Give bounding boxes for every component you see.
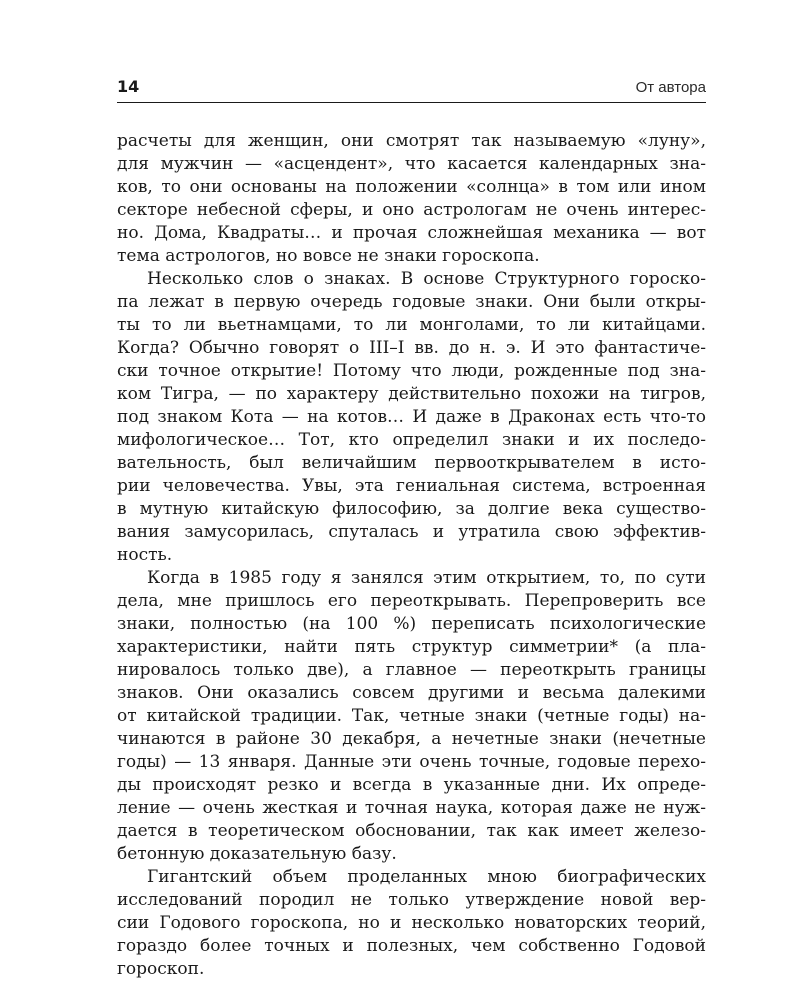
text-line: расчеты для женщин, они смотрят так называемую «луну», [117,131,706,151]
text-line: ды происходят резко и всегда в указанные дни. Их опреде- [117,775,706,795]
text-line: но. Дома, Квадраты… и прочая сложнейшая механика — вот [117,223,706,243]
text-line: характеристики, найти пять структур симметрии* (а пла- [117,637,706,657]
text-line: секторе небесной сферы, и оно астрологам не очень интерес- [117,200,706,220]
text-line: для мужчин — «асцендент», что касается календарных зна- [117,154,706,174]
text-line: ность. [117,545,173,565]
text-line: Несколько слов о знаках. В основе Структурного гороско- [147,269,706,289]
text-line: Гигантский объем проделанных мною биографических [147,867,706,887]
text-line: Когда в 1985 году я занялся этим открытием, то, по сути [147,568,706,588]
page-number: 14 [117,77,140,96]
text-line: вания замусорилась, спуталась и утратила свою эффектив- [117,522,706,542]
text-line: дела, мне пришлось его переоткрывать. Перепроверить все [117,591,706,611]
text-line: па лежат в первую очередь годовые знаки. Они были откры- [117,292,706,312]
body-text [117,130,706,981]
text-line: нировалось только две), а главное — переоткрыть границы [117,660,706,680]
text-line: чинаются в районе 30 декабря, а нечетные знаки (нечетные [117,729,706,749]
text-line: ком Тигра, — по характеру действительно похожи на тигров, [117,384,706,404]
text-line: сии Годового гороскопа, но и несколько новаторских теорий, [117,913,706,933]
text-line: мифологическое… Тот, кто определил знаки и их последо- [117,430,706,450]
text-line: ски точное открытие! Потому что люди, рожденные под зна- [117,361,706,381]
text-line: гороскоп. [117,959,205,979]
text-line: Когда? Обычно говорят о III–I вв. до н. э. И это фантастиче- [117,338,706,358]
text-line: дается в теоретическом обосновании, так как имеет железо- [117,821,706,841]
text-line: знаков. Они оказались совсем другими и весьма далекими [117,683,706,703]
page-header [117,74,706,100]
text-line: тема астрологов, но вовсе не знаки гороскопа. [117,246,540,266]
text-line: гораздо более точных и полезных, чем собственно Годовой [117,936,706,956]
text-line: знаки, полностью (на 100 %) переписать психологические [117,614,706,634]
running-title: От автора [635,79,706,96]
text-line: бетонную доказательную базу. [117,844,397,864]
text-line: в мутную китайскую философию, за долгие века существо- [117,499,706,519]
header-rule [117,102,706,103]
text-line: вательность, был величайшим первооткрывателем в исто- [117,453,706,473]
text-line: ление — очень жесткая и точная наука, которая даже не нуж- [117,798,706,818]
text-line: исследований породил не только утверждение новой вер- [117,890,706,910]
text-line: рии человечества. Увы, эта гениальная система, встроенная [117,476,706,496]
text-line: от китайской традиции. Так, четные знаки (четные годы) на- [117,706,706,726]
text-line: под знаком Кота — на котов… И даже в Драконах есть что-то [117,407,706,427]
text-line: ты то ли вьетнамцами, то ли монголами, то ли китайцами. [117,315,706,335]
text-line: годы) — 13 января. Данные эти очень точные, годовые перехо- [117,752,706,772]
text-line: ков, то они основаны на положении «солнца» в том или ином [117,177,706,197]
